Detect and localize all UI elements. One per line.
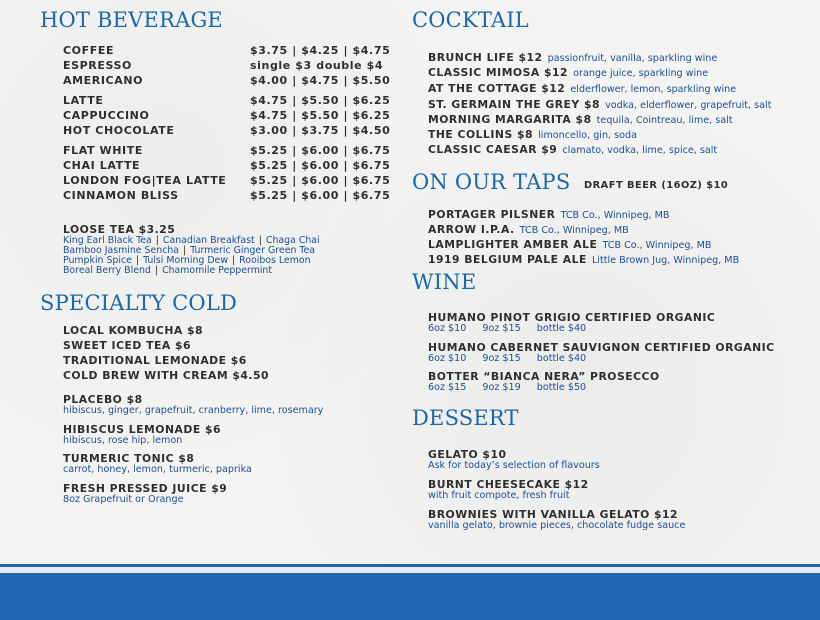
menu-item [63,174,393,189]
hot-beverage-heading: HOT BEVERAGE [40,8,223,32]
menu-item-name: TURMERIC TONIC $8 [63,452,195,465]
item-price: $4.75 | $5.50 | $6.25 [250,109,391,122]
item-name: ESPRESSO [63,59,132,72]
menu-item: LAMPLIGHTER AMBER ALE TCB Co., Winnipeg, MB [428,238,712,251]
menu-item: ARROW I.P.A. TCB Co., Winnipeg, MB [428,223,629,236]
item-price: single $3 double $4 [250,59,384,72]
menu-item [63,59,393,74]
menu-item-desc: hibiscus, rose hip, lemon [63,435,183,446]
dessert-heading: DESSERT [412,406,519,430]
menu-item [63,74,393,89]
menu-item [63,189,393,204]
item-price: $3.00 | $3.75 | $4.50 [250,124,391,137]
menu-item-desc: hibiscus, ginger, grapefruit, cranberry, lime, rosemary [63,405,324,416]
loose-tea-line: Bamboo Jasmine Sencha | Turmeric Ginger Green Tea [63,245,316,256]
menu-item: AT THE COTTAGE $12 elderflower, lemon, sparkling wine [428,82,737,95]
menu-item: TRADITIONAL LEMONADE $6 [63,354,247,367]
menu-item [63,124,393,139]
draft-beer-note: DRAFT BEER (16OZ) $10 [584,180,729,191]
item-name: CINNAMON BLISS [63,189,179,202]
menu-item-desc: 8oz Grapefruit or Orange [63,494,184,505]
item-price: $5.25 | $6.00 | $6.75 [250,144,391,157]
menu-item: MORNING MARGARITA $8 tequila, Cointreau, lime, salt [428,113,733,126]
menu-item-desc: vanilla gelato, brownie pieces, chocolate fudge sauce [428,520,686,531]
menu-item: CLASSIC CAESAR $9 clamato, vodka, lime, spice, salt [428,143,718,156]
menu-item [63,94,393,109]
specialty-cold-heading: SPECIALTY COLD [40,291,238,315]
menu-item: 1919 BELGIUM PALE ALE Little Brown Jug, Winnipeg, MB [428,253,740,266]
menu-item: SWEET ICED TEA $6 [63,339,191,352]
loose-tea-line: King Earl Black Tea | Canadian Breakfast | Chaga Chai [63,235,320,246]
item-name: LONDON FOG|TEA LATTE [63,174,227,187]
menu-item: PORTAGER PILSNER TCB Co., Winnipeg, MB [428,208,670,221]
item-name: COFFEE [63,44,115,57]
item-name: CAPPUCCINO [63,109,150,122]
menu-item: CLASSIC MIMOSA $12 orange juice, sparkling wine [428,66,709,79]
menu-item-name: HIBISCUS LEMONADE $6 [63,423,221,436]
menu-item: THE COLLINS $8 limoncello, gin, soda [428,128,637,141]
menu-item: BRUNCH LIFE $12 passionfruit, vanilla, sparkling wine [428,51,718,64]
cocktail-heading: COCKTAIL [412,8,529,32]
on-our-taps-heading: ON OUR TAPS [412,170,571,194]
loose-tea-line: Pumpkin Spice | Tulsi Morning Dew | Rooibos Lemon [63,255,311,266]
menu-item [63,44,393,59]
item-price: $3.75 | $4.25 | $4.75 [250,44,391,57]
item-name: AMERICANO [63,74,144,87]
loose-tea-title: LOOSE TEA $3.25 [63,223,176,236]
item-name: FLAT WHITE [63,144,143,157]
wine-sizes: 6oz $15 9oz $19 bottle $50 [428,382,587,393]
wine-sizes: 6oz $10 9oz $15 bottle $40 [428,353,587,364]
loose-tea-line: Boreal Berry Blend | Chamomile Peppermint [63,265,273,276]
wine-sizes: 6oz $10 9oz $15 bottle $40 [428,323,587,334]
menu-item-name: BROWNIES WITH VANILLA GELATO $12 [428,508,679,521]
menu-item-name: BOTTER “BIANCA NERA” PROSECCO [428,370,660,383]
menu-item: ST. GERMAIN THE GREY $8 vodka, elderflower, grapefruit, salt [428,98,772,111]
item-name: HOT CHOCOLATE [63,124,175,137]
item-price: $4.00 | $4.75 | $5.50 [250,74,391,87]
menu-item-desc: carrot, honey, lemon, turmeric, paprika [63,464,252,475]
menu-item-name: BURNT CHEESECAKE $12 [428,478,589,491]
menu-item-name: HUMANO PINOT GRIGIO CERTIFIED ORGANIC [428,311,716,324]
item-name: LATTE [63,94,104,107]
wine-heading: WINE [412,270,477,294]
menu-item [63,144,393,159]
menu-item [63,109,393,124]
menu-item [63,159,393,174]
menu-item-name: PLACEBO $8 [63,393,143,406]
menu-item: LOCAL KOMBUCHA $8 [63,324,203,337]
menu-item: COLD BREW WITH CREAM $4.50 [63,369,269,382]
item-name: CHAI LATTE [63,159,141,172]
item-price: $5.25 | $6.00 | $6.75 [250,159,391,172]
menu-item-name: FRESH PRESSED JUICE $9 [63,482,228,495]
footer-band [0,573,820,620]
menu-item-desc: Ask for today’s selection of flavours [428,460,600,471]
menu-item-desc: with fruit compote, fresh fruit [428,490,570,501]
menu-item-name: HUMANO CABERNET SAUVIGNON CERTIFIED ORGANIC [428,341,775,354]
menu-item-name: GELATO $10 [428,448,507,461]
item-price: $4.75 | $5.50 | $6.25 [250,94,391,107]
item-price: $5.25 | $6.00 | $6.75 [250,174,391,187]
item-price: $5.25 | $6.00 | $6.75 [250,189,391,202]
